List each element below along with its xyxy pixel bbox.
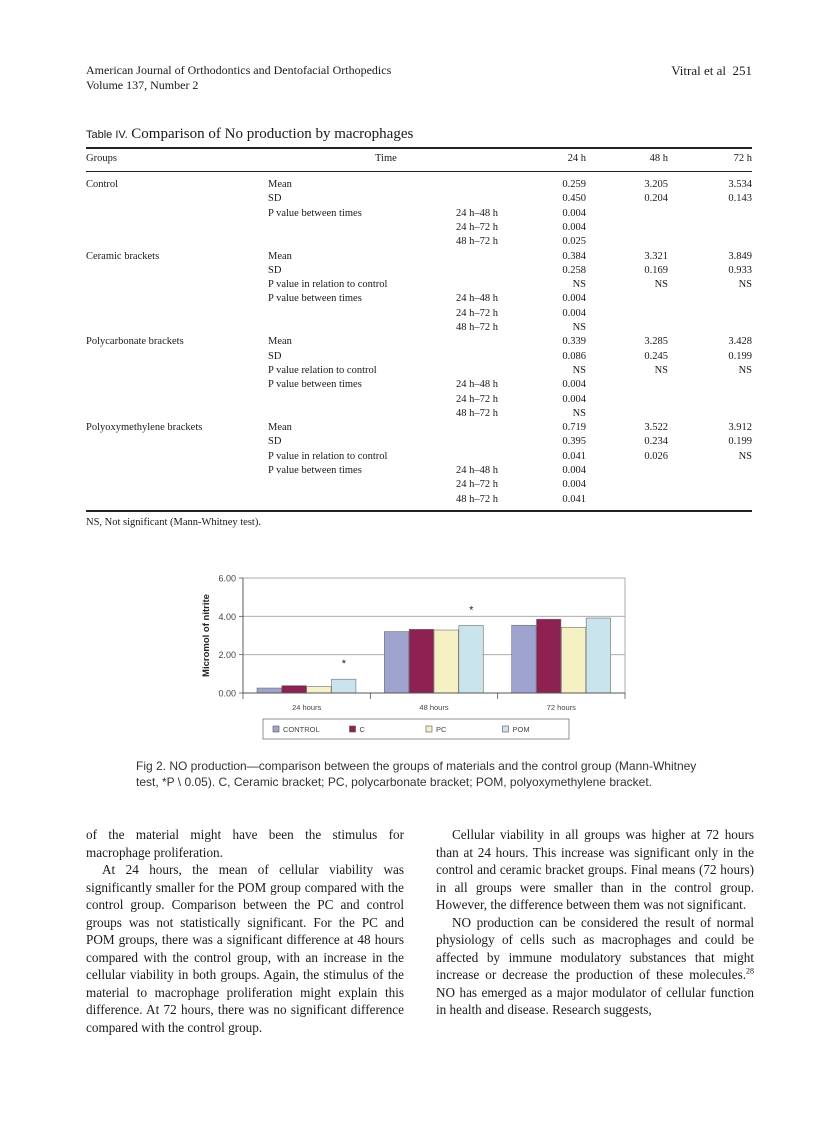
cell-statistic: SD (268, 193, 282, 205)
cell-statistic: SD (268, 264, 282, 276)
table-caption (86, 126, 413, 143)
cell-interval: 48 h–72 h (456, 493, 498, 505)
y-tick-label: 2.00 (218, 650, 236, 661)
cell-72h: 3.428 (728, 336, 752, 348)
paragraph-text: NO production can be considered the result of normal physiology of cells such as macrophages and could be affected by immune modulatory substances that might increase or decrease the production of these molecules. (436, 914, 754, 982)
bar-c-2 (537, 619, 561, 693)
citation-superscript: 28 (746, 966, 754, 976)
cell-interval: 48 h–72 h (456, 236, 498, 248)
cell-48h: NS (654, 279, 668, 291)
cell-72h: 3.912 (728, 422, 752, 434)
chart-legend (263, 719, 569, 739)
paragraph (436, 914, 754, 1019)
no-production-chart (195, 566, 635, 746)
cell-24h: 0.259 (562, 179, 586, 190)
cell-48h: 0.245 (644, 350, 668, 362)
bar-c-0 (282, 686, 306, 693)
paragraph: Cellular viability in all groups was higher at 72 hours than at 24 hours. This increase was significant only in the control and ceramic bracket groups. Final means (72 hours) in all groups were smaller than in the control group. However, the difference between them was not significant. (436, 827, 754, 912)
cell-group: Control (86, 179, 119, 190)
body-column-left (86, 826, 404, 1036)
cell-24h: 0.025 (562, 236, 586, 248)
cell-interval: 48 h–72 h (456, 322, 498, 333)
cell-24h: 0.258 (562, 264, 586, 276)
significance-marker: * (341, 658, 347, 671)
cell-24h: 0.086 (562, 350, 586, 362)
cell-24h: 0.004 (562, 479, 586, 491)
header-72h: 72 h (733, 153, 752, 164)
running-header-right (671, 63, 752, 79)
cell-48h: 3.285 (644, 336, 668, 348)
cell-statistic: P value in relation to control (268, 279, 388, 291)
cell-48h: 0.169 (644, 264, 668, 276)
bar-control-1 (384, 632, 408, 693)
bar-pc-0 (307, 687, 331, 693)
x-tick-label: 24 hours (292, 703, 322, 712)
cell-group: Polycarbonate brackets (86, 336, 184, 348)
bar-pc-2 (561, 627, 585, 693)
bar-pom-2 (586, 618, 610, 693)
cell-24h: 0.395 (562, 436, 586, 448)
x-tick-label: 48 hours (419, 703, 449, 712)
cell-statistic: Mean (268, 336, 292, 348)
cell-24h: 0.041 (562, 450, 586, 462)
cell-24h: 0.004 (562, 379, 586, 391)
cell-48h: NS (654, 364, 668, 376)
cell-24h: NS (572, 322, 586, 333)
header-groups: Groups (86, 153, 117, 164)
table-title: Comparison of No production by macrophages (131, 126, 414, 142)
cell-24h: 0.041 (562, 493, 586, 505)
cell-24h: 0.004 (562, 307, 586, 319)
cell-statistic: SD (268, 436, 282, 448)
table-top-rule (86, 147, 752, 149)
legend-label: CONTROL (283, 725, 320, 734)
header-48h: 48 h (649, 153, 668, 164)
cell-72h: 3.849 (728, 250, 752, 262)
table-bottom-rule (86, 510, 752, 512)
significance-marker: * (469, 604, 474, 617)
cell-24h: 0.719 (562, 422, 586, 434)
running-header-left (86, 63, 391, 93)
cell-24h: NS (572, 279, 586, 291)
figure-caption: Fig 2. NO production—comparison between the groups of materials and the control group (Mann-Whitney test, *P \ 0.05). C, Ceramic bracket; PC, polycarbonate bracket; POM, polyoxymethylene bracket. (136, 759, 697, 789)
legend-label: POM (512, 725, 530, 734)
table-label: Table IV. (86, 129, 128, 141)
paragraph-text: NO has emerged as a major modulator of cellular function in health and disease. Research suggests, (436, 984, 754, 1017)
cell-interval: 24 h–48 h (456, 207, 498, 219)
legend-swatch-c (350, 726, 356, 732)
cell-interval: 24 h–48 h (456, 465, 498, 476)
cell-72h: 0.933 (728, 264, 752, 276)
legend-swatch-pc (426, 726, 432, 732)
cell-group: Polyoxymethylene brackets (86, 422, 203, 434)
header-time: Time (375, 153, 397, 164)
cell-72h: 0.199 (728, 436, 752, 448)
cell-48h: 0.204 (644, 193, 668, 205)
cell-24h: 0.339 (562, 336, 586, 348)
cell-72h: NS (738, 364, 752, 376)
cell-statistic: P value between times (268, 379, 362, 391)
y-tick-label: 4.00 (218, 611, 236, 622)
cell-statistic: P value in relation to control (268, 450, 388, 462)
cell-statistic: P value relation to control (268, 364, 377, 376)
chart-bars (257, 618, 611, 693)
cell-interval: 24 h–72 h (456, 307, 498, 319)
cell-24h: 0.004 (562, 393, 586, 405)
y-tick-label: 6.00 (218, 573, 236, 584)
cell-72h: NS (738, 450, 752, 462)
cell-24h: 0.004 (562, 293, 586, 305)
cell-interval: 48 h–72 h (456, 407, 498, 419)
cell-24h: 0.384 (562, 250, 586, 262)
y-axis-label: Micromol of nitrite (201, 594, 212, 677)
table-footnote: NS, Not significant (Mann-Whitney test). (86, 517, 261, 528)
x-tick-label: 72 hours (546, 703, 576, 712)
cell-interval: 24 h–72 h (456, 393, 498, 405)
cell-24h: 0.004 (562, 221, 586, 233)
legend-swatch-pom (503, 726, 509, 732)
bar-control-0 (257, 688, 281, 693)
cell-statistic: P value between times (268, 293, 362, 305)
cell-24h: 0.004 (562, 465, 586, 476)
bar-pom-0 (331, 679, 355, 693)
cell-statistic: P value between times (268, 465, 362, 476)
cell-72h: NS (738, 279, 752, 291)
cell-interval: 24 h–48 h (456, 379, 498, 391)
cell-24h: 0.450 (562, 193, 586, 205)
cell-48h: 0.234 (644, 436, 668, 448)
page-number: 251 (732, 63, 752, 78)
bar-pom-1 (459, 625, 483, 693)
cell-72h: 0.143 (728, 193, 752, 205)
cell-24h: 0.004 (562, 207, 586, 219)
cell-interval: 24 h–72 h (456, 221, 498, 233)
cell-interval: 24 h–72 h (456, 479, 498, 491)
cell-24h: NS (572, 407, 586, 419)
legend-label: PC (436, 725, 447, 734)
cell-24h: NS (572, 364, 586, 376)
cell-statistic: P value between times (268, 207, 362, 219)
cell-48h: 0.026 (644, 450, 668, 462)
cell-statistic: SD (268, 350, 282, 362)
legend-label: C (359, 725, 365, 734)
journal-volume: Volume 137, Number 2 (86, 78, 199, 92)
bar-control-2 (512, 625, 536, 693)
journal-name: American Journal of Orthodontics and Dentofacial Orthopedics (86, 63, 392, 77)
cell-interval: 24 h–48 h (456, 293, 498, 305)
cell-72h: 3.534 (728, 179, 752, 190)
paragraph: of the material might have been the stimulus for macrophage proliferation. (86, 827, 404, 860)
header-24h: 24 h (567, 153, 586, 164)
cell-48h: 3.522 (644, 422, 668, 434)
cell-48h: 3.205 (644, 179, 668, 190)
cell-statistic: Mean (268, 179, 292, 190)
bar-pc-1 (434, 630, 458, 693)
y-tick-label: 0.00 (218, 688, 236, 699)
paragraph: At 24 hours, the mean of cellular viability was significantly smaller for the POM group compared with the control group. Comparison between the PC and control groups was not statistically significant. For the PC and POM groups, there was a significant difference at 48 hours compared with the control group, with an increase in the cellular viability in both groups. Again, the stimulus of the material to macrophage proliferation might explain this difference. At 72 hours, there was no significant difference compared with the control group. (86, 862, 404, 1035)
cell-group: Ceramic brackets (86, 250, 160, 262)
table-header-rule (86, 171, 752, 172)
cell-48h: 3.321 (644, 250, 668, 262)
legend-swatch-control (273, 726, 279, 732)
author-line: Vitral et al (671, 63, 726, 78)
cell-statistic: Mean (268, 250, 292, 262)
bar-c-1 (409, 629, 433, 693)
cell-72h: 0.199 (728, 350, 752, 362)
cell-statistic: Mean (268, 422, 292, 434)
body-column-right (436, 826, 754, 1019)
